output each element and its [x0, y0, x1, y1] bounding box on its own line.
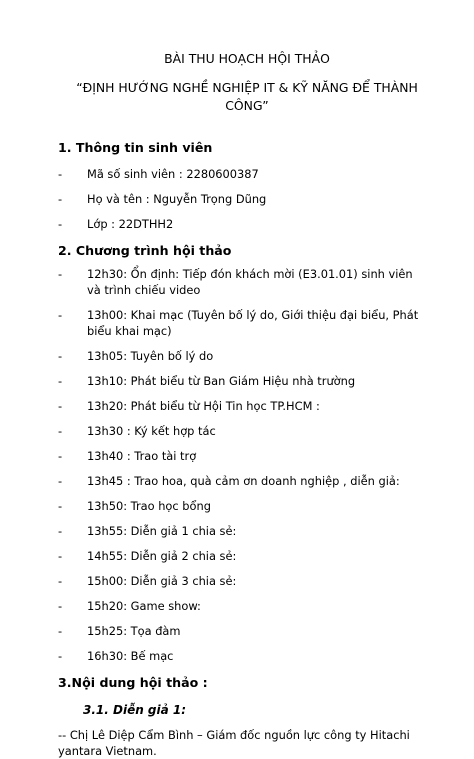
list-item-text: Mã số sinh viên : 2280600387 — [87, 167, 259, 181]
bullet-dash: - — [58, 349, 63, 363]
document-subtitle: “ĐỊNH HƯỚNG NGHỀ NGHIỆP IT & KỸ NĂNG ĐỂ THÀNH CÔNG” — [76, 80, 418, 113]
list-item-text: 13h05: Tuyên bố lý do — [87, 349, 214, 363]
list-item-text: 15h20: Game show: — [87, 599, 201, 613]
bullet-dash: - — [58, 399, 63, 413]
list-item — [58, 348, 426, 364]
list-item-text: 16h30: Bế mạc — [87, 649, 174, 663]
bullet-dash: - — [58, 217, 63, 231]
list-item — [58, 398, 426, 414]
list-item — [58, 166, 426, 182]
bullet-dash: - — [58, 574, 63, 588]
list-item — [58, 573, 426, 589]
bullet-dash: - — [58, 474, 63, 488]
section-program-heading: 2. Chương trình hội thảo — [58, 243, 232, 258]
bullet-dash: - — [58, 624, 63, 638]
list-item-text: 13h50: Trao học bổng — [87, 499, 211, 513]
bullet-dash: - — [58, 424, 63, 438]
list-item — [58, 623, 426, 639]
bullet-dash: - — [58, 599, 63, 613]
speaker-1-description: -- Chị Lê Diệp Cẩm Bình – Giám đốc nguồn lực công ty Hitachi yantara Vietnam. — [58, 728, 410, 758]
list-item — [58, 548, 426, 564]
list-item-text: 13h45 : Trao hoa, quà cảm ơn doanh nghiệp , diễn giả: — [87, 474, 400, 488]
bullet-dash: - — [58, 449, 63, 463]
bullet-dash: - — [58, 374, 63, 388]
list-item — [58, 498, 426, 514]
list-item-text: 13h00: Khai mạc (Tuyên bố lý do, Giới thiệu đại biểu, Phát biểu khai mạc) — [87, 308, 419, 338]
bullet-dash: - — [58, 192, 63, 206]
speaker-1-subheading: 3.1. Diễn giả 1: — [83, 703, 187, 717]
list-item — [58, 266, 426, 298]
list-item — [58, 523, 426, 539]
bullet-dash: - — [58, 524, 63, 538]
bullet-dash: - — [58, 167, 63, 181]
bullet-dash: - — [58, 649, 63, 663]
list-item-text: 12h30: Ổn định: Tiếp đón khách mời (E3.01.01) sinh viên và trình chiếu video — [87, 267, 413, 297]
bullet-dash: - — [58, 549, 63, 563]
section-student-info-heading: 1. Thông tin sinh viên — [58, 140, 213, 155]
list-item — [58, 191, 426, 207]
list-item — [58, 216, 426, 232]
list-item — [58, 598, 426, 614]
bullet-dash: - — [58, 499, 63, 513]
list-item — [58, 473, 426, 489]
list-item-text: 13h30 : Ký kết hợp tác — [87, 424, 216, 438]
list-item-text: 14h55: Diễn giả 2 chia sẻ: — [87, 549, 237, 563]
student-info-list — [58, 166, 426, 232]
list-item-text: 13h55: Diễn giả 1 chia sẻ: — [87, 524, 237, 538]
document-title: BÀI THU HOẠCH HỘI THẢO — [164, 51, 330, 66]
list-item-text: 13h20: Phát biểu từ Hội Tin học TP.HCM : — [87, 399, 320, 413]
bullet-dash: - — [58, 308, 63, 322]
list-item-text: 15h25: Tọa đàm — [87, 624, 181, 638]
list-item-text: Lớp : 22DTHH2 — [87, 217, 174, 231]
list-item — [58, 648, 426, 664]
list-item-text: 13h10: Phát biểu từ Ban Giám Hiệu nhà trường — [87, 374, 356, 388]
list-item — [58, 307, 426, 339]
section-content-heading: 3.Nội dung hội thảo : — [58, 675, 208, 690]
list-item-text: 13h40 : Trao tài trợ — [87, 449, 197, 463]
bullet-dash: - — [58, 267, 63, 281]
list-item-text: Họ và tên : Nguyễn Trọng Dũng — [87, 192, 267, 206]
program-schedule-list — [58, 266, 426, 664]
list-item — [58, 448, 426, 464]
list-item — [58, 373, 426, 389]
list-item — [58, 423, 426, 439]
list-item-text: 15h00: Diễn giả 3 chia sẻ: — [87, 574, 237, 588]
